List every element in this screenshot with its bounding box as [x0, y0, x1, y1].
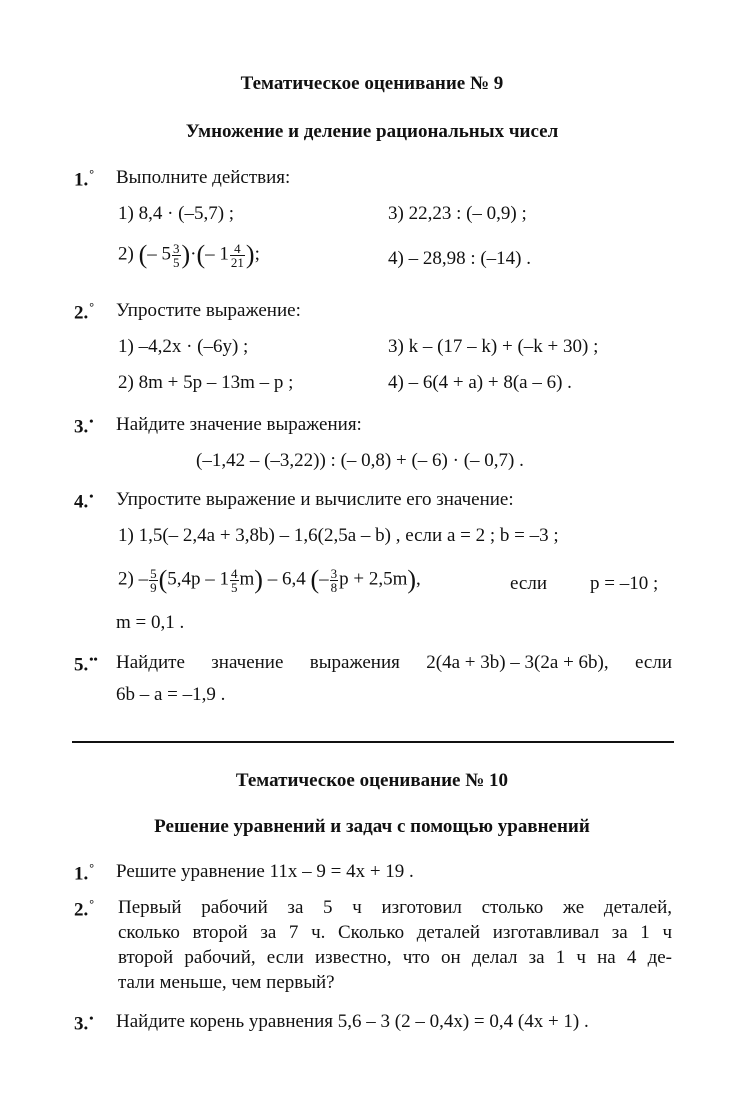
task-number: 4.• [74, 489, 94, 513]
task-item: 3) k – (17 – k) + (–k + 30) ; [388, 336, 599, 357]
task-text-line: второй рабочий, если известно, что он делал за 1 ч на 4 де- [118, 947, 672, 968]
task-text-line: сколько второй за 7 ч. Сколько деталей изготавливал за 1 ч [118, 922, 672, 943]
task-item: 4) – 28,98 : (–14) . [388, 248, 532, 269]
task-number: 1.° [74, 861, 95, 885]
task-condition: p = –10 ; [590, 573, 659, 594]
task-text-line: тали меньше, чем первый? [118, 972, 335, 993]
task-item: 1) 1,5(– 2,4a + 3,8b) – 1,6(2,5a – b) , если a = 2 ; b = –3 ; [118, 525, 559, 546]
task-condition-word: если [510, 573, 547, 594]
task-number: 3.• [74, 1011, 94, 1035]
task-text: Найдите значение выражения 2(4a + 3b) – 3(2a + 6b), если [116, 652, 672, 673]
task-text: Упростите выражение: [116, 300, 301, 321]
task-condition: 6b – a = –1,9 . [116, 684, 226, 705]
task-item: 1) –4,2x · (–6y) ; [118, 336, 249, 357]
task-number: 1.° [74, 167, 95, 191]
task-item: 2) 8m + 5p – 13m – p ; [118, 372, 294, 393]
task-text: Упростите выражение и вычислите его значение: [116, 489, 514, 510]
section10-title: Тематическое оценивание № 10 [235, 770, 509, 791]
task-item: 2) (– 5 $\frac{3}{5}$ )·(– 1 $\frac{4}{21}$ ); [118, 240, 260, 270]
section9-subtitle: Умножение и деление рациональных чисел [185, 121, 559, 142]
section10-subtitle: Решение уравнений и задач с помощью уравнений [154, 816, 590, 837]
task-text-line: Первый рабочий за 5 ч изготовил столько же деталей, [118, 897, 672, 918]
task-item: 3) 22,23 : (– 0,9) ; [388, 203, 527, 224]
task-text: Найдите корень уравнения 5,6 – 3 (2 – 0,4x) = 0,4 (4x + 1) . [116, 1011, 589, 1032]
task-item: 2) – $\frac{5}{9}$ (5,4p – 1 $\frac{4}{5}$ m) – 6,4 (– $\frac{3}{8}$ p + 2,5m), [118, 565, 421, 595]
task-number: 5.•• [74, 652, 98, 676]
task-item: 1) 8,4 · (–5,7) ; [118, 203, 235, 224]
task-number: 3.• [74, 414, 94, 438]
task-condition: m = 0,1 . [116, 612, 185, 633]
section-divider [72, 741, 674, 743]
task-expression: (–1,42 – (–3,22)) : (– 0,8) + (– 6) · (– 0,7) . [196, 450, 524, 471]
task-text: Найдите значение выражения: [116, 414, 362, 435]
task-number: 2.° [74, 897, 95, 921]
task-text: Выполните действия: [116, 167, 291, 188]
task-number: 2.° [74, 300, 95, 324]
section9-title: Тематическое оценивание № 9 [240, 73, 504, 94]
task-item: 4) – 6(4 + a) + 8(a – 6) . [388, 372, 572, 393]
task-text: Решите уравнение 11x – 9 = 4x + 19 . [116, 861, 414, 882]
